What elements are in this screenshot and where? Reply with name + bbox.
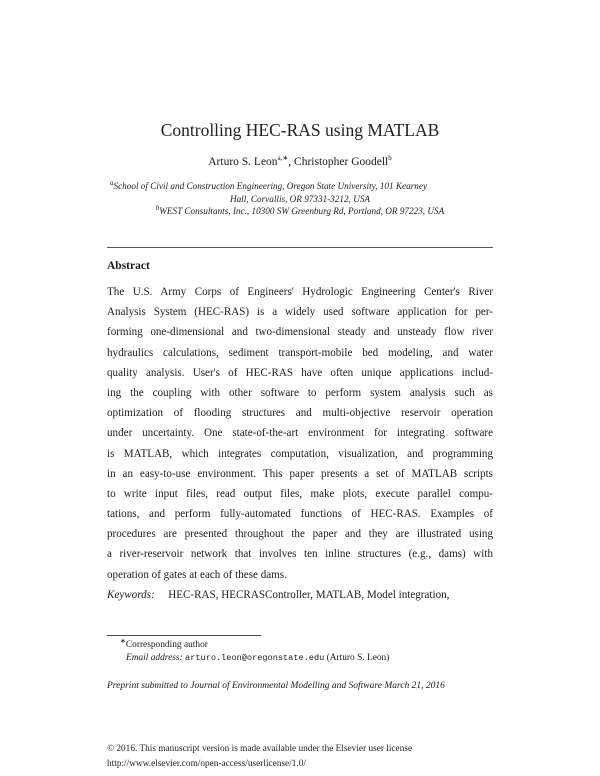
footnote-rule [107,635,261,636]
footnote-corresponding [120,636,208,653]
license-line1: © 2016. This manuscript version is made available under the Elsevier user license [107,744,413,754]
abstract-line: operation of gates at each of these dams. [107,568,287,581]
abstract-line: ing the coupling with other software to perform system analysis such as [107,386,493,399]
abstract-line: is MATLAB, which integrates computation, visualization, and programming [107,447,493,460]
abstract-line: quality analysis. User's of HEC-RAS have often unique applications includ- [107,366,493,379]
abstract-line: Analysis System (HEC-RAS) is a widely used software application for per- [107,306,493,319]
keywords-label: Keywords: [107,588,155,601]
affiliation-b-line: WEST Consultants, Inc., 10300 SW Greenburg Rd, Portland, OR 97223, USA [159,206,445,216]
license-url[interactable]: http://www.elsevier.com/open-access/userlicense/1.0/ [107,759,306,769]
footnote-mark: ∗ [120,636,126,645]
abstract-line: The U.S. Army Corps of Engineers' Hydrologic Engineering Center's River [107,286,493,298]
footnote-corresponding-text: Corresponding author [125,640,208,650]
paper-title: Controlling HEC-RAS using MATLAB [160,120,440,140]
author-2-marks: b [388,154,392,163]
affiliation-b [0,205,600,218]
abstract-line: hydraulics calculations, sediment transport-mobile bed modeling, and water [107,346,493,359]
abstract-line: optimization of flooding structures and multi-objective reservoir operation [107,407,493,420]
abstract-line: procedures are presented throughout the paper and they are illustrated using [107,528,493,541]
author-2: Christopher Goodell [294,156,389,168]
author-1: Arturo S. Leon [208,156,278,168]
author-1-marks: a,∗ [277,154,289,163]
email-address[interactable]: arturo.leon@oregonstate.edu [185,653,325,663]
keywords-line [107,585,493,605]
affiliation-a [110,180,427,193]
abstract-line: to write input files, read output files, make plots, execute parallel compu- [107,487,493,500]
affiliation-a-line2: Hall, Corvallis, OR 97331-3212, USA [229,194,371,204]
abstract-line: a river-reservoir network that involves ten inline structures (e.g., dams) with [107,548,493,561]
keywords-text: HEC-RAS, HECRASController, MATLAB, Model integration, [168,588,450,601]
abstract-line: tations, and perform fully-automated functions of HEC-RAS. Examples of [107,508,493,521]
author-separator: , [288,156,295,168]
affiliation-a-line1: School of Civil and Construction Engineering, Oregon State University, 101 Kearney [113,181,428,191]
email-label: Email address: [126,653,183,663]
abstract-line: in an easy-to-use environment. This paper presents a set of MATLAB scripts [107,467,493,480]
license-block [107,742,412,772]
affiliation-b-mark: b [155,203,160,212]
abstract-body [107,282,493,605]
author-line [0,156,600,168]
abstract-top-rule [107,247,493,248]
preprint-line: Preprint submitted to Journal of Environmental Modelling and Software March 21, 2016 [107,681,445,691]
email-owner: (Arturo S. Leon) [326,653,390,663]
abstract-line: under uncertainty. One state-of-the-art environment for integrating software [107,427,493,440]
abstract-heading: Abstract [107,260,150,272]
footnote-email [126,652,389,666]
abstract-line: forming one-dimensional and two-dimensional steady and unsteady flow river [107,326,493,339]
affiliation-a-mark: a [110,178,114,187]
